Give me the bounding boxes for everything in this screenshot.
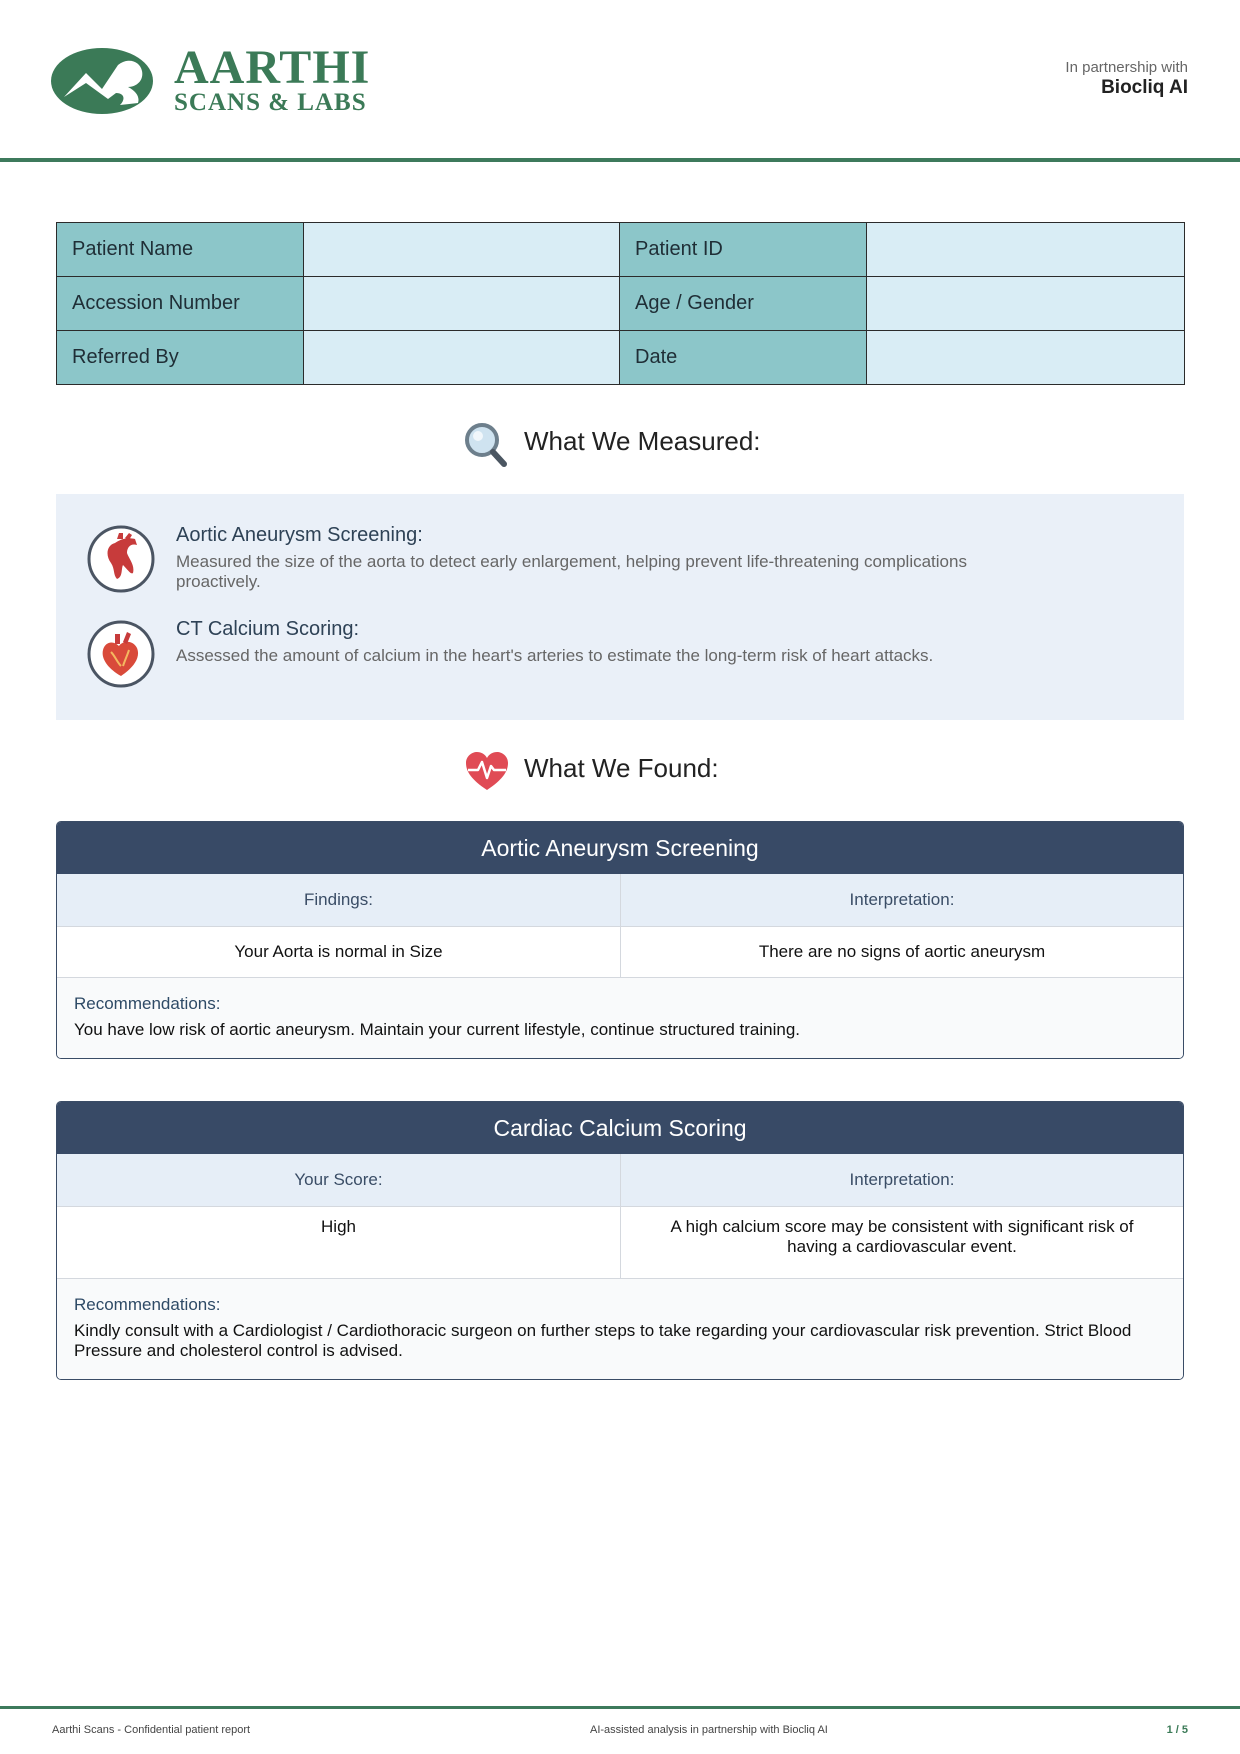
patient-name-label: Patient Name [57, 223, 304, 277]
card-title: Aortic Aneurysm Screening [57, 822, 1183, 874]
card-grid [57, 874, 1183, 978]
interpretation-header: Interpretation: [621, 1154, 1183, 1207]
calcium-scoring-description: Assessed the amount of calcium in the heart's arteries to estimate the long-term risk of heart attacks. [176, 646, 934, 665]
footer-confidential-note: Aarthi Scans - Confidential patient report [52, 1724, 251, 1736]
recommendations-section [57, 978, 1183, 1058]
score-header: Your Score: [57, 1154, 620, 1207]
recommendations-label: Recommendations: [74, 1295, 221, 1314]
footer-divider [0, 1706, 1240, 1709]
found-section-title: What We Found: [524, 753, 719, 783]
brand-subtitle: SCANS & LABS [174, 89, 367, 116]
table-row [57, 223, 1185, 277]
magnifier-icon [464, 422, 508, 468]
interpretation-value: A high calcium score may be consistent with significant risk of having a cardiovascular event. [621, 1207, 1183, 1278]
measured-panel [56, 494, 1184, 720]
findings-header: Findings: [57, 874, 620, 927]
score-value: High [57, 1207, 620, 1278]
heart-anatomy-icon [87, 620, 155, 688]
calcium-result-card [56, 1101, 1184, 1380]
findings-value: Your Aorta is normal in Size [57, 927, 620, 977]
heartbeat-icon [464, 750, 510, 792]
card-grid [57, 1154, 1183, 1279]
partner-name: Biocliq AI [1101, 77, 1188, 98]
footer-partnership-note: AI-assisted analysis in partnership with Biocliq AI [590, 1724, 828, 1736]
table-row [57, 277, 1185, 331]
recommendations-text: Kindly consult with a Cardiologist / Cardiothoracic surgeon on further steps to take regarding your cardiovascular risk prevention. Strict Blood Pressure and cholesterol control is advised. [74, 1321, 1132, 1360]
aortic-result-card [56, 821, 1184, 1059]
date-value [867, 331, 1185, 385]
table-row [57, 331, 1185, 385]
report-header [0, 0, 1240, 162]
measured-section-title: What We Measured: [524, 426, 761, 456]
patient-id-label: Patient ID [620, 223, 867, 277]
accession-number-label: Accession Number [57, 277, 304, 331]
aarthi-logo-icon [50, 47, 154, 115]
referred-by-label: Referred By [57, 331, 304, 385]
brand-name: AARTHI [174, 41, 371, 94]
age-gender-label: Age / Gender [620, 277, 867, 331]
age-gender-value [867, 277, 1185, 331]
patient-info-table [56, 222, 1185, 385]
aorta-icon [87, 525, 155, 593]
partner-label: In partnership with [1065, 59, 1188, 76]
calcium-scoring-title: CT Calcium Scoring: [176, 618, 360, 640]
patient-name-value [304, 223, 620, 277]
patient-id-value [867, 223, 1185, 277]
card-title: Cardiac Calcium Scoring [57, 1102, 1183, 1154]
aortic-screening-title: Aortic Aneurysm Screening: [176, 524, 423, 546]
interpretation-column [620, 1154, 1183, 1278]
recommendations-section [57, 1279, 1183, 1379]
page-number: 1 / 5 [1166, 1724, 1188, 1736]
aortic-screening-description: Measured the size of the aorta to detect early enlargement, helping prevent life-threatening complications proactively. [176, 552, 967, 591]
interpretation-column [620, 874, 1183, 977]
score-column [57, 1154, 620, 1278]
referred-by-value [304, 331, 620, 385]
interpretation-value: There are no signs of aortic aneurysm [621, 927, 1183, 977]
recommendations-label: Recommendations: [74, 994, 221, 1013]
recommendations-text: You have low risk of aortic aneurysm. Maintain your current lifestyle, continue structured training. [74, 1020, 800, 1039]
interpretation-header: Interpretation: [621, 874, 1183, 927]
date-label: Date [620, 331, 867, 385]
accession-number-value [304, 277, 620, 331]
findings-column [57, 874, 620, 977]
